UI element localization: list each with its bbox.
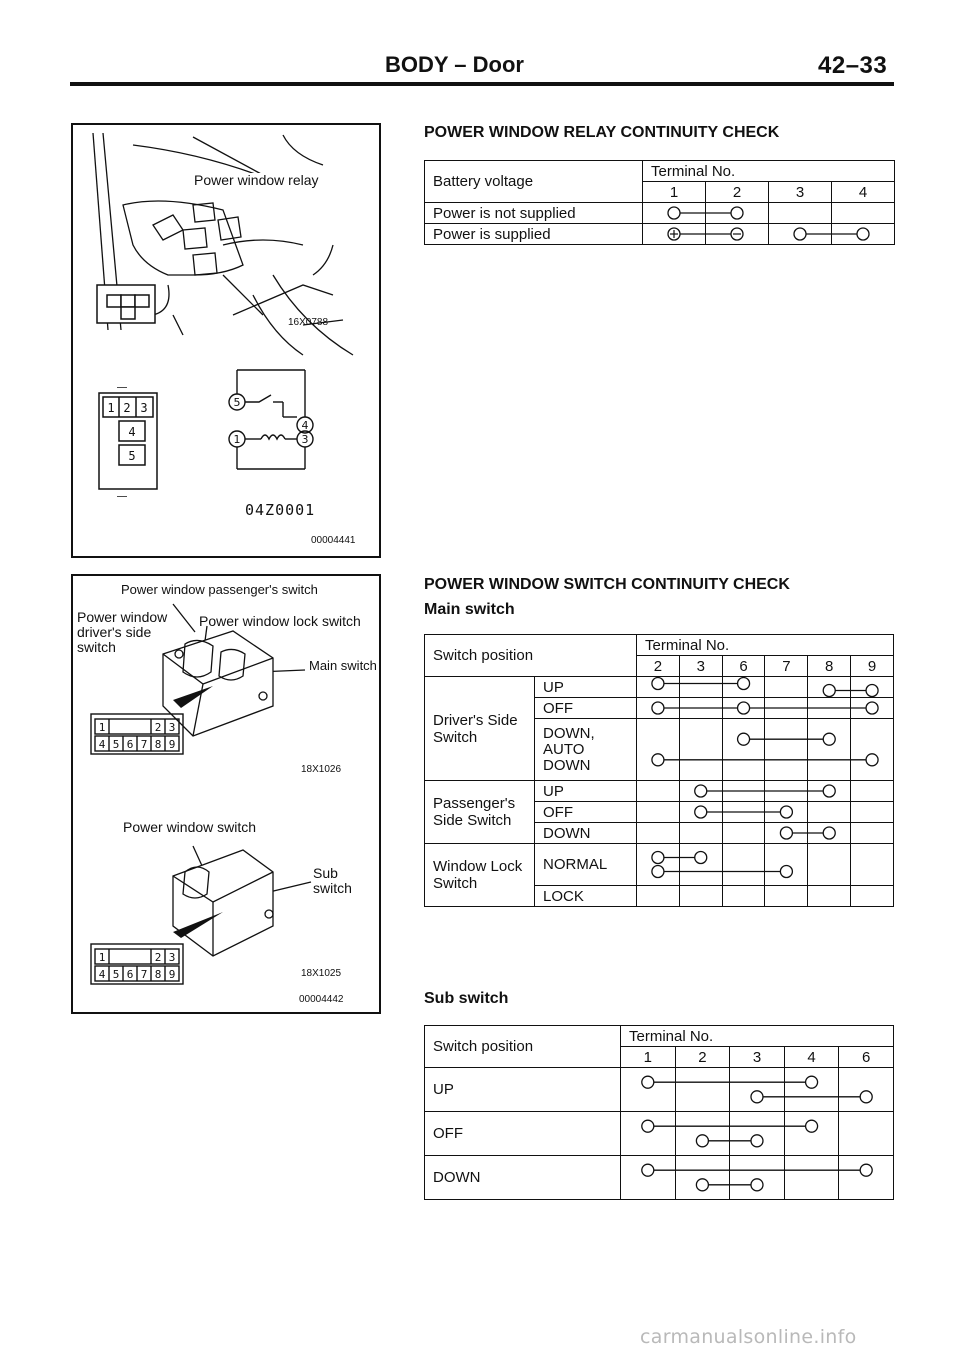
main-col-header: Switch position — [425, 635, 637, 677]
svg-text:5: 5 — [112, 968, 120, 981]
footer-watermark: carmanualsonline.info — [640, 1326, 857, 1348]
relay-row-label: Power is supplied — [425, 224, 643, 245]
relay-row-label: Power is not supplied — [425, 203, 643, 224]
svg-text:3: 3 — [168, 951, 176, 964]
relay-circuit-diagram — [223, 365, 333, 480]
svg-text:6: 6 — [126, 738, 134, 751]
position-label: OFF — [535, 802, 637, 823]
main-terminal-header: Terminal No. — [637, 635, 894, 656]
figure-id: 00004441 — [311, 535, 356, 546]
figure-window-switches — [71, 574, 381, 1014]
svg-text:9: 9 — [168, 968, 176, 981]
svg-text:1: 1 — [107, 401, 115, 415]
svg-text:6: 6 — [126, 968, 134, 981]
svg-text:4: 4 — [301, 419, 309, 432]
lock-switch-label: Power window lock switch — [199, 613, 361, 629]
main-switch-label: Main switch — [309, 658, 377, 673]
switch-check-title: POWER WINDOW SWITCH CONTINUITY CHECK — [424, 576, 790, 593]
main-terminal: 9 — [851, 656, 894, 677]
svg-text:3: 3 — [168, 721, 176, 734]
sub-switch-title: Power window switch — [123, 819, 257, 835]
page-number: 42–33 — [818, 52, 888, 79]
relay-check-title: POWER WINDOW RELAY CONTINUITY CHECK — [424, 124, 780, 141]
position-label: NORMAL — [535, 844, 637, 886]
group-label: Window Lock Switch — [425, 844, 535, 907]
relay-terminal: 3 — [769, 182, 832, 203]
position-label: DOWN — [425, 1156, 621, 1200]
sub-switch-subtitle: Sub switch — [424, 990, 509, 1007]
sub-terminal-header: Terminal No. — [621, 1026, 894, 1047]
relay-continuity-table — [424, 160, 895, 245]
figure-power-window-relay — [71, 123, 381, 558]
group-label: Passenger's Side Switch — [425, 781, 535, 844]
relay-terminal-header: Terminal No. — [643, 161, 895, 182]
svg-text:8: 8 — [154, 738, 162, 751]
svg-text:9: 9 — [168, 738, 176, 751]
main-terminal: 3 — [679, 656, 722, 677]
svg-text:5: 5 — [233, 396, 241, 409]
svg-text:4: 4 — [98, 738, 106, 751]
position-label: LOCK — [535, 886, 637, 907]
relay-connector-icon — [93, 387, 163, 497]
position-label: UP — [535, 781, 637, 802]
svg-text:4: 4 — [98, 968, 106, 981]
svg-text:2: 2 — [123, 401, 131, 415]
main-terminal: 8 — [808, 656, 851, 677]
sub-terminal: 2 — [675, 1047, 730, 1068]
passenger-switch-title: Power window passenger's switch — [121, 582, 318, 597]
sub-col-header: Switch position — [425, 1026, 621, 1068]
svg-text:4: 4 — [128, 425, 136, 439]
relay-terminal: 4 — [832, 182, 895, 203]
svg-text:2: 2 — [154, 951, 162, 964]
svg-text:5: 5 — [128, 449, 136, 463]
svg-text:3: 3 — [140, 401, 148, 415]
main-switch-subtitle: Main switch — [424, 601, 515, 618]
svg-text:8: 8 — [154, 968, 162, 981]
relay-terminal: 2 — [706, 182, 769, 203]
sub-terminal: 1 — [621, 1047, 676, 1068]
relay-drawing-code: 16X0788 — [288, 317, 329, 328]
svg-text:1: 1 — [233, 433, 241, 446]
main-switch-table — [424, 634, 894, 907]
sub-terminal: 6 — [839, 1047, 894, 1068]
sub-switch-code: 18X1025 — [301, 968, 342, 979]
position-label: OFF — [535, 698, 637, 719]
sub-terminal: 4 — [784, 1047, 839, 1068]
sub-switch-table — [424, 1025, 894, 1200]
figure-id: 00004442 — [299, 994, 344, 1005]
svg-text:1: 1 — [98, 951, 106, 964]
header-rule — [70, 82, 894, 86]
svg-text:1: 1 — [98, 721, 106, 734]
position-label: OFF — [425, 1112, 621, 1156]
relay-terminal: 1 — [643, 182, 706, 203]
main-switch-code: 18X1026 — [301, 764, 342, 775]
main-terminal: 2 — [637, 656, 680, 677]
position-label: DOWN — [535, 823, 637, 844]
position-label: UP — [425, 1068, 621, 1112]
relay-col-header: Battery voltage — [425, 161, 643, 203]
svg-text:5: 5 — [112, 738, 120, 751]
main-terminal: 7 — [765, 656, 808, 677]
sub-terminal: 3 — [730, 1047, 785, 1068]
position-label: UP — [535, 677, 637, 698]
main-switch-illustration — [73, 576, 379, 1012]
svg-text:2: 2 — [154, 721, 162, 734]
driver-switch-label: Power window driver's side switch — [77, 609, 168, 655]
main-terminal: 6 — [722, 656, 765, 677]
svg-text:3: 3 — [301, 433, 309, 446]
svg-text:7: 7 — [140, 968, 148, 981]
group-label: Driver's Side Switch — [425, 677, 535, 781]
page-title: BODY – Door — [385, 52, 524, 77]
position-label: DOWN, AUTO DOWN — [535, 719, 637, 781]
relay-label: Power window relay — [194, 172, 319, 188]
diagram-code: 04Z0001 — [245, 501, 316, 519]
svg-text:7: 7 — [140, 738, 148, 751]
sub-switch-label: Sub switch — [313, 865, 352, 896]
